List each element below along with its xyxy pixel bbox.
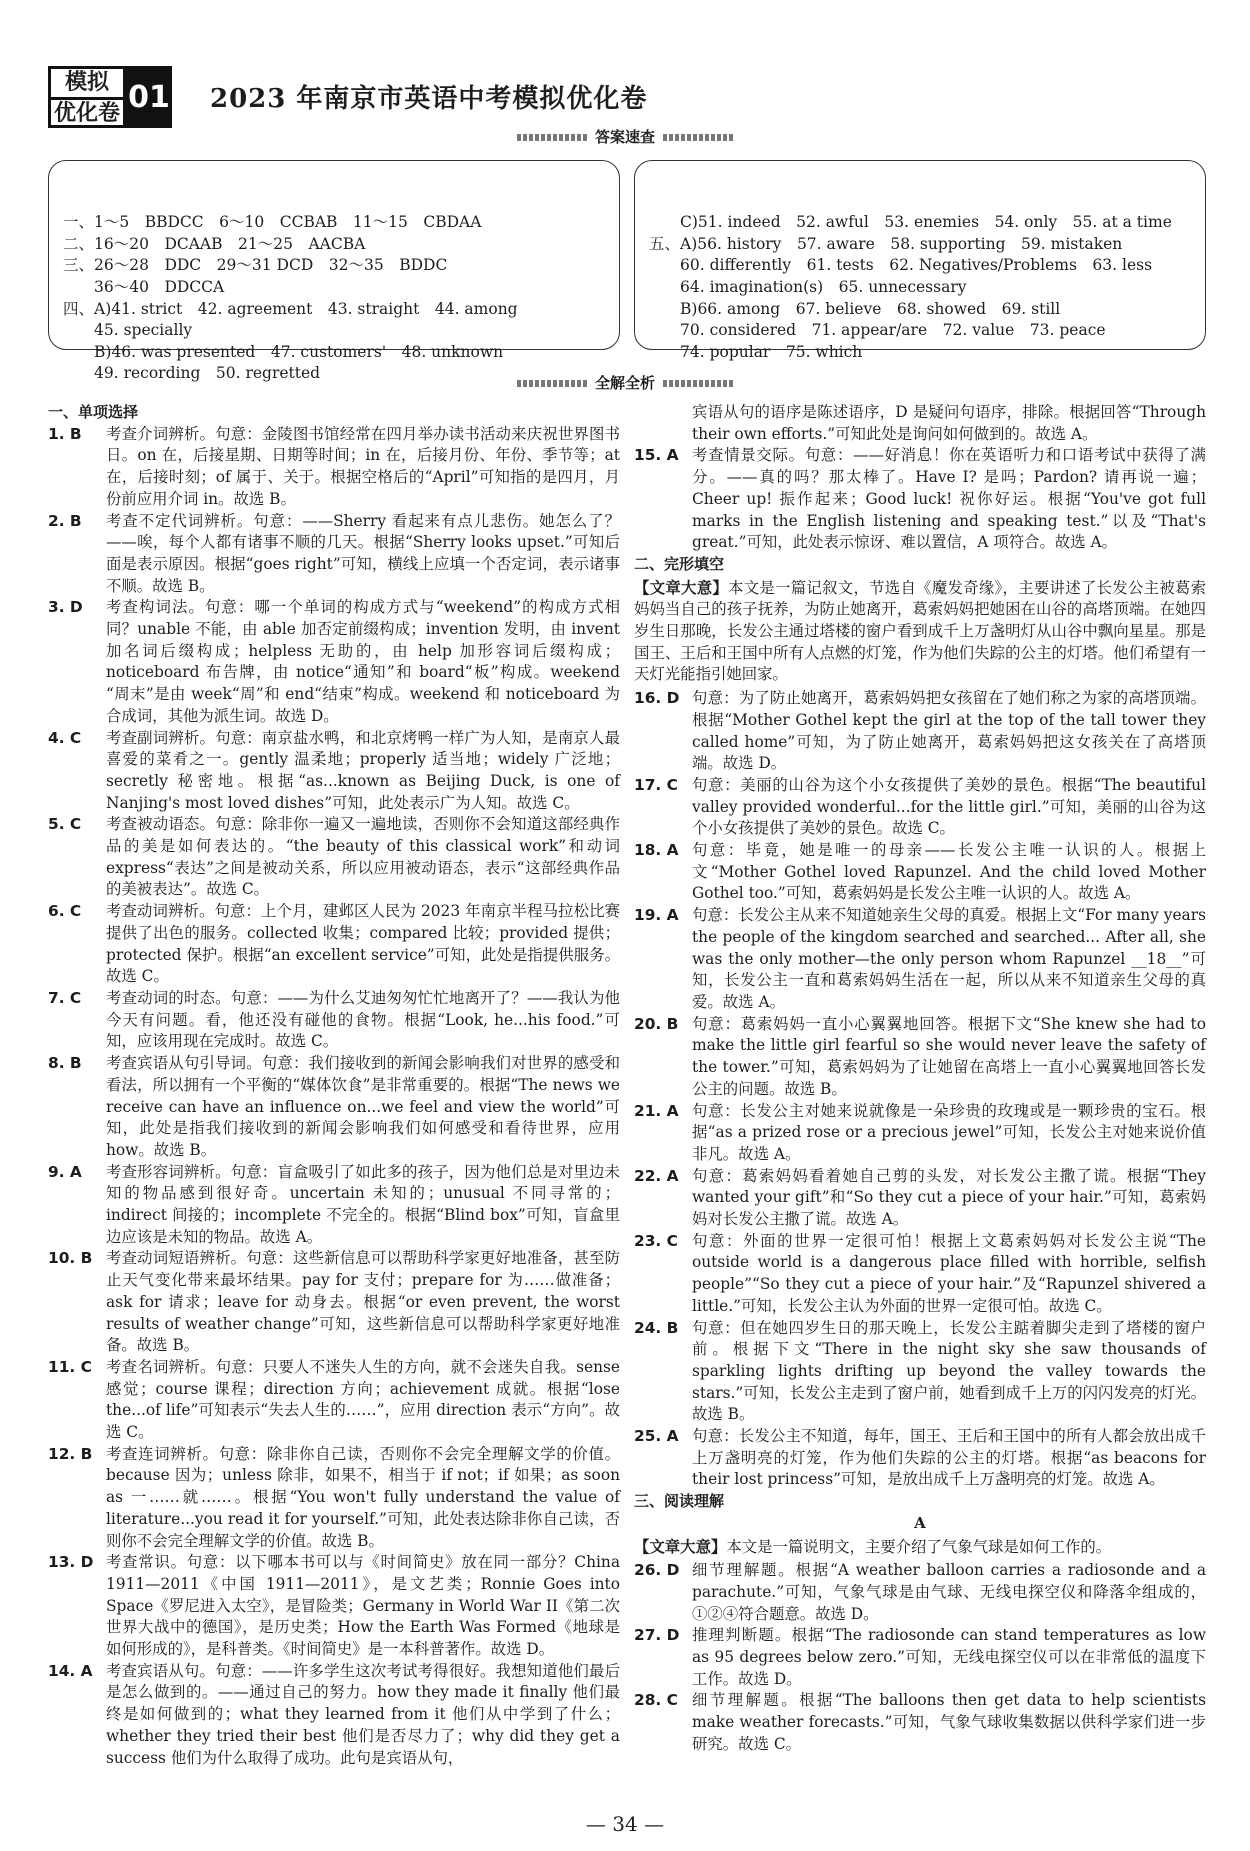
answer-line: 45. specially bbox=[63, 321, 193, 340]
question-explanation: 句意：为了防止她离开，葛索妈妈把女孩留在了她们称之为家的高塔顶端。根据“Mother Gothel kept the girl at the top of the tall tower they called home”可知，为了防止她离开，葛索妈妈把这女孩关在了高塔顶端。故选 D。 bbox=[692, 689, 1206, 773]
answers-box-right bbox=[634, 160, 1206, 361]
question-number: 20. B bbox=[634, 1014, 679, 1033]
question-explanation: 推理判断题。根据“The radiosonde can stand temperatures as low as 95 degrees below zero.”可知，无线电探空仪可以在非常低的温度下工作。故选 D。 bbox=[692, 1626, 1206, 1688]
question-item bbox=[634, 688, 1206, 775]
question-explanation: 考查构词法。句意：哪一个单词的构成方式与“weekend”的构成方式相同？unable 不能，由 able 加否定前缀构成；invention 发明，由 invent 加名词后缀构成；helpless 无助的，由 help 加形容词后缀构成；noticeboard 布告牌，由 notice“通知”和 board“板”构成。weekend “周末”是由 week“周”和 end“结束”构成。weekend 和 noticeboard 为合成词，其他为派生词。故选 D。 bbox=[106, 598, 620, 725]
question-item bbox=[48, 1661, 620, 1770]
answer-line: 36～40 DDCCA bbox=[63, 277, 225, 296]
answers-heading bbox=[0, 126, 1250, 147]
heading-deco-left bbox=[517, 380, 587, 387]
question-explanation: 考查动词辨析。句意：上个月，建邺区人民为 2023 年南京半程马拉松比赛提供了出色的服务。collected 收集；compared 比较；provided 提供；protected 保护。根据“an excellent service”可知，此处是指提供服务。故选 C。 bbox=[106, 902, 620, 986]
answer-line: 二、16～20 DCAAB 21～25 AACBA bbox=[63, 234, 366, 253]
exam-badge bbox=[48, 66, 172, 128]
reading-items bbox=[634, 1560, 1206, 1755]
question-explanation: 句意：外面的世界一定很可怕！根据上文葛索妈妈对长发公主说“The outside world is a dangerous place filled with horrible, selfish people”“So they cut a piece of your hair.”及“Rapunzel shivered a little.”可知，长发公主认为外面的世界一定很可怕。故选 C。 bbox=[692, 1231, 1206, 1315]
question-explanation: 考查连词辨析。句意：除非你自己读，否则你不会完全理解文学的价值。because 因为；unless 除非，如果不，相当于 if not；if 如果；as soon as 一……就……。根据“You won't fully understand the value of literature...you read it for yourself.”可知，此处表达除非你自己读，否则你不会完全理解文学的价值。故选 B。 bbox=[106, 1444, 620, 1550]
question-item bbox=[48, 1552, 620, 1661]
question-item bbox=[48, 1357, 620, 1444]
reading-summary bbox=[634, 1537, 1206, 1559]
answer-line: 三、26～28 DDC 29～31 DCD 32～35 BDDC bbox=[63, 256, 448, 275]
question-number: 9. A bbox=[48, 1162, 82, 1181]
page-title: 2023 年南京市英语中考模拟优化卷 bbox=[210, 84, 648, 114]
answers-heading-text: 答案速查 bbox=[594, 128, 655, 146]
question-item bbox=[634, 1318, 1206, 1427]
question-explanation: 细节理解题。根据“The balloons then get data to help scientists make weather forecasts.”可知，气象气球收集数据以供科学家们进一步研究。故选 C。 bbox=[692, 1691, 1206, 1753]
question-explanation: 句意：长发公主对她来说就像是一朵珍贵的玫瑰或是一颗珍贵的宝石。根据“as a prized rose or a precious jewel”可知，长发公主对她来说价值非凡。故选 A。 bbox=[692, 1101, 1206, 1163]
badge-number: 01 bbox=[126, 66, 172, 128]
question-number: 4. C bbox=[48, 728, 82, 747]
badge-text bbox=[48, 66, 126, 128]
heading-deco-right bbox=[663, 380, 733, 387]
question-item bbox=[48, 728, 620, 815]
question-number: 8. B bbox=[48, 1054, 82, 1073]
question-item bbox=[48, 1248, 620, 1357]
section-reading: 三、阅读理解 bbox=[634, 1492, 725, 1511]
question-item bbox=[634, 1690, 1206, 1755]
question-explanation: 句意：毕竟，她是唯一的母亲——长发公主唯一认识的人。根据上文“Mother Gothel loved Rapunzel. And the child loved Mother Gothel too.”可知，葛索妈妈是长发公主唯一认识的人。故选 A。 bbox=[692, 841, 1206, 903]
summary-text: 本文是一篇说明文，主要介绍了气象气球是如何工作的。 bbox=[726, 1537, 1112, 1556]
question-explanation: 考查常识。句意：以下哪本书可以与《时间简史》放在同一部分？China 1911—2011《中国 1911—2011》，是文艺类；Ronnie Goes into Space《罗尼进入太空》，是冒险类；Germany in World War II《第二次世界大战中的德国》，是历史类；How the Earth Was Formed《地球是如何形成的》，是科普类。《时间简史》是一本科普著作。故选 D。 bbox=[106, 1553, 620, 1659]
question-explanation: 句意：长发公主不知道，每年，国王、王后和王国中的所有人都会放出成千上万盏明亮的灯笼，作为他们失踪的公主的灯塔。根据“as beacons for their lost princess”可知，是放出成千上万盏明亮的灯笼。故选 A。 bbox=[692, 1427, 1206, 1489]
answer-line: 64. imagination(s) 65. unnecessary bbox=[649, 277, 967, 296]
question-item bbox=[634, 1625, 1206, 1690]
question-number: 26. D bbox=[634, 1561, 680, 1580]
question-number: 5. C bbox=[48, 815, 82, 834]
answer-line: 四、A)41. strict 42. agreement 43. straight 44. among bbox=[63, 299, 518, 318]
question-item bbox=[634, 840, 1206, 905]
question-explanation: 细节理解题。根据“A weather balloon carries a radiosonde and a parachute.”可知，气象气球是由气球、无线电探空仪和降落伞组成的，①②④符合题意。故选 D。 bbox=[692, 1561, 1206, 1623]
cloze-summary bbox=[634, 578, 1206, 687]
question-number: 3. D bbox=[48, 598, 83, 617]
question-number: 1. B bbox=[48, 424, 82, 443]
question-number: 17. C bbox=[634, 775, 678, 794]
question-number: 24. B bbox=[634, 1318, 679, 1337]
question-number: 14. A bbox=[48, 1661, 93, 1680]
page-number: — 34 — bbox=[585, 1812, 665, 1836]
question-number: 6. C bbox=[48, 902, 82, 921]
question-item bbox=[634, 1014, 1206, 1101]
question-explanation: 考查宾语从句引导词。句意：我们接收到的新闻会影响我们对世界的感受和看法，所以拥有一个平衡的“媒体饮食”是非常重要的。根据“The news we receive can have an influence on...we feel and view the world”可知，此处是指我们接收到的新闻会影响我们如何感受和看待世界，应用 how。故选 B。 bbox=[106, 1054, 620, 1159]
question-explanation: 考查形容词辨析。句意：盲盒吸引了如此多的孩子，因为他们总是对里边未知的物品感到很好奇。uncertain 未知的；unusual 不同寻常的；indirect 间接的；incomplete 不完全的。根据“Blind box”可知，盲盒里边应该是未知的物品。故选 A。 bbox=[106, 1162, 620, 1246]
question-item bbox=[48, 511, 620, 598]
question-item bbox=[634, 905, 1206, 1014]
question-explanation: 句意：葛索妈妈一直小心翼翼地回答。根据下文“She knew she had to make the little girl fearful so she would never leave the safety of the tower.”可知，葛索妈妈为了让她留在高塔上一直小心翼翼地回答长发公主的问题。故选 B。 bbox=[692, 1014, 1206, 1098]
question-number: 19. A bbox=[634, 906, 679, 925]
question-number: 22. A bbox=[634, 1166, 679, 1185]
cloze-items bbox=[634, 688, 1206, 1491]
question-explanation: 考查情景交际。句意：——好消息！你在英语听力和口语考试中获得了满分。——真的吗？那太棒了。Have I? 是吗；Pardon? 请再说一遍；Cheer up! 振作起来；Good luck! 祝你好运。根据“You've got full marks in the English listening and speaking test.”以及“That's great.”可知，此处表示惊讶、难以置信，A 项符合。故选 A。 bbox=[692, 446, 1206, 552]
heading-deco-left bbox=[517, 134, 587, 141]
question-explanation: 句意：长发公主从来不知道她亲生父母的真爱。根据上文“For many years the people of the kingdom searched and searched... After all, she was the only mother—the only person whom Rapunzel __18__”可知，长发公主一直和葛索妈妈生活在一起，所以从来不知道亲生父母的真爱。故选 A。 bbox=[692, 906, 1206, 1011]
question-number: 25. A bbox=[634, 1427, 679, 1446]
question-item bbox=[48, 424, 620, 511]
question-explanation: 考查宾语从句。句意：——许多学生这次考试考得很好。我想知道他们最后是怎么做到的。——通过自己的努力。how they made it finally 他们最终是如何做到的；what they learned from it 他们从中学到了什么；whether they tried their best 他们是否尽力了；why did they get a success 他们为什么取得了成功。此句是宾语从句， bbox=[106, 1661, 620, 1767]
question-number: 7. C bbox=[48, 988, 82, 1007]
question-number: 28. C bbox=[634, 1691, 678, 1710]
answers-left-lines bbox=[63, 212, 605, 385]
answer-line: 49. recording 50. regretted bbox=[63, 364, 321, 383]
question-explanation: 考查不定代词辨析。句意：——Sherry 看起来有点儿悲伤。她怎么了？——唉，每个人都有诸事不顺的几天。根据“Sherry looks upset.”可知后面是表示原因。根据“goes right”可知，横线上应填一个否定词，表示诸事不顺。故选 B。 bbox=[106, 511, 620, 595]
passage-a-label: A bbox=[914, 1513, 926, 1532]
analysis-heading-text: 全解全析 bbox=[594, 374, 655, 392]
summary-key: 【文章大意】 bbox=[634, 1537, 727, 1556]
question-explanation: 考查动词短语辨析。句意：这些新信息可以帮助科学家更好地准备，甚至防止天气变化带来最坏结果。pay for 支付；prepare for 为……做准备；ask for 请求；leave for 动身去。根据“or even prevent, the worst results of weather change”可知，这些新信息可以帮助科学家更好地准备。故选 B。 bbox=[106, 1249, 620, 1355]
single-choice-items bbox=[48, 424, 620, 1770]
answer-line: C)51. indeed 52. awful 53. enemies 54. only 55. at a time bbox=[649, 213, 1172, 232]
question-item bbox=[48, 988, 620, 1053]
question-item bbox=[48, 1162, 620, 1249]
question-item bbox=[634, 445, 1206, 554]
question-item bbox=[634, 775, 1206, 840]
answer-line: 74. popular 75. which bbox=[649, 342, 863, 361]
answer-line: B)46. was presented 47. customers' 48. unknown bbox=[63, 342, 504, 361]
answers-box-left bbox=[48, 160, 620, 383]
question-explanation: 句意：但在她四岁生日的那天晚上，长发公主踮着脚尖走到了塔楼的窗户前。根据下文“There in the night sky she saw thousands of sparkling lights drifting up beyond the valley towards the stars.”可知，长发公主走到了窗户前，她看到成千上万的闪闪发亮的灯光。故选 B。 bbox=[692, 1318, 1206, 1424]
column-left bbox=[48, 402, 620, 1769]
question-number: 13. D bbox=[48, 1553, 94, 1572]
answer-line: 五、A)56. history 57. aware 58. supporting 59. mistaken bbox=[649, 234, 1123, 253]
badge-top: 模拟 bbox=[64, 70, 109, 95]
question-item bbox=[634, 1560, 1206, 1625]
question-item bbox=[634, 1101, 1206, 1166]
question-explanation: 考查名词辨析。句意：只要人不迷失人生的方向，就不会迷失自我。sense 感觉；course 课程；direction 方向；achievement 成就。根据“lose the...of life”可知表示“失去人生的……”，应用 direction 表示“方向”。故选 C。 bbox=[106, 1357, 620, 1442]
question-number: 23. C bbox=[634, 1231, 678, 1250]
question-explanation: 句意：美丽的山谷为这个小女孩提供了美妙的景色。根据“The beautiful valley provided wonderful...for the little girl.”可知，美丽的山谷为这个小女孩提供了美妙的景色。故选 C。 bbox=[692, 775, 1206, 838]
question-number: 2. B bbox=[48, 511, 82, 530]
answer-line: 一、1～5 BBDCC 6～10 CCBAB 11～15 CBDAA bbox=[63, 213, 482, 232]
question-item bbox=[48, 814, 620, 901]
answers-right-lines bbox=[649, 212, 1191, 363]
question-explanation: 考查介词辨析。句意：金陵图书馆经常在四月举办读书活动来庆祝世界图书日。on 在，后接星期、日期等时间；in 在，后接月份、年份、季节等；at 在，后接时刻；of 属于、关于。根据空格后的“April”可知指的是四月，月份前应用介词 in。故选 B。 bbox=[106, 424, 620, 508]
question-number: 12. B bbox=[48, 1444, 93, 1463]
question-number: 18. A bbox=[634, 841, 679, 860]
answer-line: B)66. among 67. believe 68. showed 69. still bbox=[649, 299, 1061, 318]
question-explanation: 考查动词的时态。句意：——为什么艾迪匆匆忙忙地离开了？——我认为他今天有问题。看，他还没有碰他的食物。根据“Look, he...his food.”可知，应该用现在完成时。故选 C。 bbox=[106, 988, 620, 1051]
question-item bbox=[48, 1444, 620, 1553]
continued-text: 宾语从句的语序是陈述语序，D 是疑问句语序，排除。根据回答“Through their own efforts.”可知此处是询问如何做到的。故选 A。 bbox=[692, 403, 1206, 443]
section-single-choice: 一、单项选择 bbox=[48, 403, 139, 421]
question-number: 15. A bbox=[634, 446, 679, 465]
column-right bbox=[634, 402, 1206, 1756]
question-explanation: 考查副词辨析。句意：南京盐水鸭，和北京烤鸭一样广为人知，是南京人最喜爱的菜肴之一。gently 温柔地；properly 适当地；widely 广泛地；secretly 秘密地。根据“as...known as Beijing Duck, is one of Nanjing's most loved dishes”可知，此处表示广为人知。故选 C。 bbox=[106, 728, 620, 812]
summary-text: 本文是一篇记叙文，节选自《魔发奇缘》，主要讲述了长发公主被葛索妈妈当自己的孩子抚养，为防止她离开，葛索妈妈把她困在山谷的高塔顶端。在她四岁生日那晚，长发公主通过塔楼的窗户看到成千上万盏明灯从山谷中飘向星星。那是国王、王后和王国中所有人点燃的灯笼，作为他们失踪的公主的灯塔。他们希望有一天灯光能指引她回家。 bbox=[634, 578, 1206, 684]
analysis-heading bbox=[0, 372, 1250, 393]
question-number: 10. B bbox=[48, 1249, 93, 1268]
question-item bbox=[48, 1053, 620, 1162]
question-item bbox=[634, 1166, 1206, 1231]
question-explanation: 考查被动语态。句意：除非你一遍又一遍地读，否则你不会知道这部经典作品的美是如何表达的。“the beauty of this classical work”和动词 express“表达”之间是被动关系，所以应用被动语态，表示“这部经典作品的美被表达”。故选 C。 bbox=[106, 815, 620, 899]
question-explanation: 句意：葛索妈妈看着她自己剪的头发，对长发公主撒了谎。根据“They wanted your gift”和“So they cut a piece of your hair.”可知，葛索妈妈对长发公主撒了谎。故选 A。 bbox=[692, 1166, 1206, 1229]
badge-bottom: 优化卷 bbox=[51, 97, 123, 128]
question-number: 16. D bbox=[634, 689, 680, 708]
section-cloze: 二、完形填空 bbox=[634, 554, 725, 573]
question-item bbox=[48, 597, 620, 727]
summary-key: 【文章大意】 bbox=[634, 578, 729, 597]
question-number: 21. A bbox=[634, 1101, 679, 1120]
question-number: 27. D bbox=[634, 1626, 680, 1645]
question-item bbox=[634, 1231, 1206, 1318]
heading-deco-right bbox=[663, 134, 733, 141]
answer-line: 70. considered 71. appear/are 72. value 73. peace bbox=[649, 321, 1106, 340]
question-item bbox=[634, 1426, 1206, 1491]
single-choice-items-cont bbox=[634, 445, 1206, 554]
answer-line: 60. differently 61. tests 62. Negatives/Problems 63. less bbox=[649, 256, 1153, 275]
question-item bbox=[48, 901, 620, 988]
question-number: 11. C bbox=[48, 1357, 92, 1376]
